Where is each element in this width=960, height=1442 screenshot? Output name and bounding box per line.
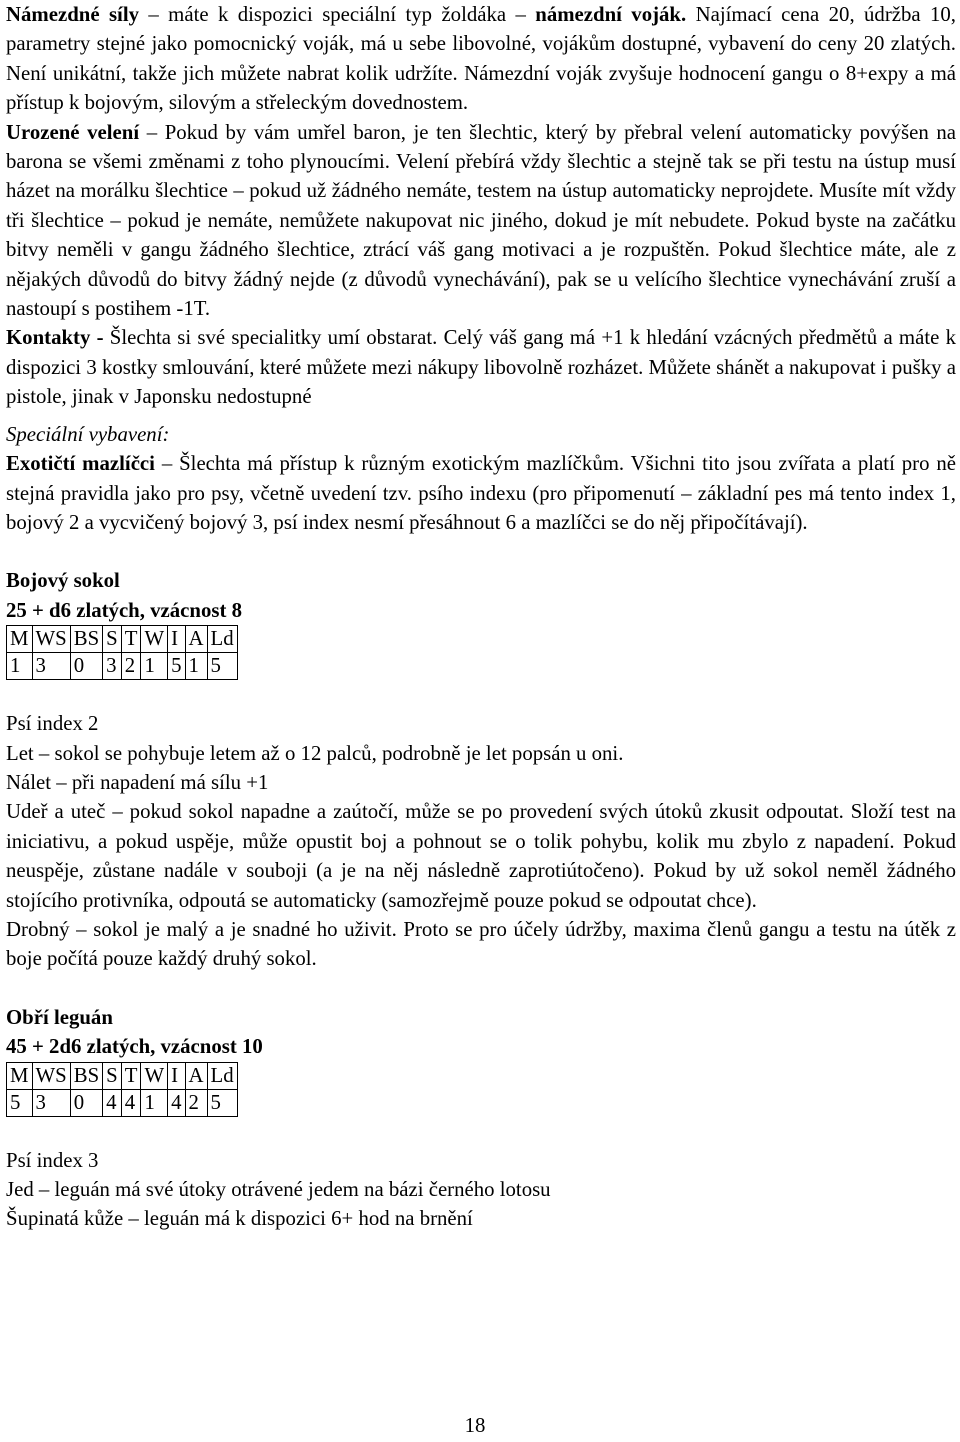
namezdne-dash: – máte k dispozici speciální typ žoldáka – [139, 3, 536, 26]
stat-value-cell: 1 [185, 653, 207, 680]
sokol-index: Psí index 2 [6, 712, 99, 736]
stat-header-cell: T [121, 1062, 141, 1089]
namezdne-emph: námezdní voják. [535, 3, 687, 26]
stat-header-cell: W [141, 1062, 168, 1089]
stat-header-row [7, 626, 238, 653]
paragraph-exotic [6, 449, 956, 537]
stat-value-row [7, 653, 238, 680]
stat-header-cell: M [7, 1062, 33, 1089]
stat-header-cell: I [168, 626, 185, 653]
stat-header-cell: T [121, 626, 141, 653]
paragraph-kontakty [6, 323, 956, 411]
paragraph-urozene [6, 118, 956, 324]
sokol-cost: 25 + d6 zlatých, vzácnost 8 [6, 598, 242, 622]
stat-value-cell: 2 [121, 653, 141, 680]
urozene-text: – Pokud by vám umřel baron, je ten šlechtic, který by přebral velení automaticky povýšen na barona se všemi změnami z toho plynoucími. Velení přebírá vždy šlechtic a stejně tak se při testu na ústup musí házet na morálku šlechtice – pokud už žádného nemáte, testem na ústup automaticky neprojdete. Musíte mít vždy tři šlechtice – pokud je nemáte, nemůžete nakupovat nic jiného, dokud je mít nebudete. Pokud byste na začátku bitvy neměli v gangu žádného šlechtice, ztrácí váš gang motivaci a je rozpuštěn. Pokud šlechtice máte, ale z nějakých důvodů do bitvy žádný nejde (z důvodů vynechávání), pak se u velícího šlechtice vynechávání zruší a nastoupí s postihem -1T. [6, 120, 957, 321]
stat-value-cell: 4 [121, 1089, 141, 1116]
stat-header-cell: Ld [207, 626, 237, 653]
stat-value-cell: 0 [70, 653, 102, 680]
leguan-name: Obří leguán [6, 1005, 113, 1029]
stat-header-cell: S [103, 626, 122, 653]
stat-value-cell: 1 [141, 1089, 168, 1116]
namezdne-title: Námezdné síly [6, 3, 139, 26]
stat-header-row [7, 1062, 238, 1089]
stat-value-cell: 5 [207, 1089, 237, 1116]
stat-header-cell: BS [70, 1062, 102, 1089]
kontakty-title: Kontakty - [6, 326, 104, 350]
stat-value-cell: 3 [32, 653, 70, 680]
special-heading: Speciální vybavení: [6, 422, 170, 446]
exotic-title: Exotičtí mazlíčci [6, 452, 155, 476]
stat-value-cell: 5 [168, 653, 185, 680]
sokol-rule-nalet: Nálet – při napadení má sílu +1 [6, 770, 269, 794]
stat-header-cell: BS [70, 626, 102, 653]
stat-value-cell: 0 [70, 1089, 102, 1116]
stat-header-cell: S [103, 1062, 122, 1089]
stat-header-cell: A [185, 626, 207, 653]
stat-value-cell: 1 [7, 653, 33, 680]
document-page [6, 0, 956, 1442]
leguan-rule-kuze: Šupinatá kůže – leguán má k dispozici 6+ hod na brnění [6, 1207, 473, 1231]
stat-header-cell: I [168, 1062, 185, 1089]
leguan-cost: 45 + 2d6 zlatých, vzácnost 10 [6, 1035, 263, 1059]
stat-value-cell: 1 [141, 653, 168, 680]
sokol-rule-drobny: Drobný – sokol je malý a je snadné ho uživit. Proto se pro účely údržby, maxima členů gangu a testu na útěk z boje počítá pouze každý druhý sokol. [6, 917, 956, 971]
sokol-name: Bojový sokol [6, 569, 120, 593]
kontakty-text: Šlechta si své specialitky umí obstarat. Celý váš gang má +1 k hledání vzácných předmětů a máte k dispozici 3 kostky smlouvání, které můžete mezi nákupy libovolně rozházet. Můžete shánět a nakupovat i pušky a pistole, jinak v Japonsku nedostupné [6, 326, 956, 409]
sokol-rule-uder: Udeř a uteč – pokud sokol napadne a zaútočí, může se po provedení svých útoků zkusit odpoutat. Složí test na iniciativu, a pokud uspěje, může opustit boj a pohnout se o tolik pohybu, kolik mu zbylo z napadení. Pokud neuspěje, zůstane nadále v souboji (a je na něj následně zaprotiútočeno). Pokud by už sokol neměl žádného stojícího protivníka, odpoutá se automaticky (samozřejmě pouze pokud se odpoutat chce). [6, 800, 956, 912]
stat-header-cell: M [7, 626, 33, 653]
stat-header-cell: W [141, 626, 168, 653]
sokol-rule-let: Let – sokol se pohybuje letem až o 12 palců, podrobně je let popsán u oni. [6, 741, 624, 765]
stat-value-cell: 3 [32, 1089, 70, 1116]
sokol-stat-table [6, 625, 238, 680]
stat-value-cell: 4 [103, 1089, 122, 1116]
urozene-title: Urozené velení [6, 120, 140, 144]
stat-value-row [7, 1089, 238, 1116]
leguan-stat-table [6, 1062, 238, 1117]
stat-header-cell: WS [32, 626, 70, 653]
stat-header-cell: WS [32, 1062, 70, 1089]
stat-header-cell: Ld [207, 1062, 237, 1089]
exotic-text: – Šlechta má přístup k různým exotickým mazlíčkům. Všichni tito jsou zvířata a platí pro ně stejná pravidla jako pro psy, včetně uvedení tzv. psího indexu (pro připomenutí – základní pes má tento index 1, bojový 2 a vycvičený bojový 3, psí index nesmí přesáhnout 6 a mazlíčci se do něj připočítávají). [6, 452, 956, 534]
namezdne-text: Najímací cena 20, údržba 10, parametry stejné jako pomocnický voják, má u sebe libovolné, vojákům dostupné, vybavení do ceny 20 zlatých. Není unikátní, takže jich můžete nabrat kolik udržíte. Námezdní voják zvyšuje hodnocení gangu o 8+expy a má přístup k bojovým, silovým a střeleckým dovednostem. [6, 3, 956, 115]
paragraph-namezdne [6, 0, 956, 118]
stat-value-cell: 5 [207, 653, 237, 680]
leguan-rule-jed: Jed – leguán má své útoky otrávené jedem na bázi černého lotosu [6, 1178, 551, 1201]
stat-value-cell: 4 [168, 1089, 185, 1116]
stat-value-cell: 2 [185, 1089, 207, 1116]
stat-value-cell: 3 [103, 653, 122, 680]
leguan-index: Psí index 3 [6, 1148, 99, 1172]
stat-header-cell: A [185, 1062, 207, 1089]
stat-value-cell: 5 [7, 1089, 33, 1116]
page-number: 18 [464, 1414, 486, 1437]
